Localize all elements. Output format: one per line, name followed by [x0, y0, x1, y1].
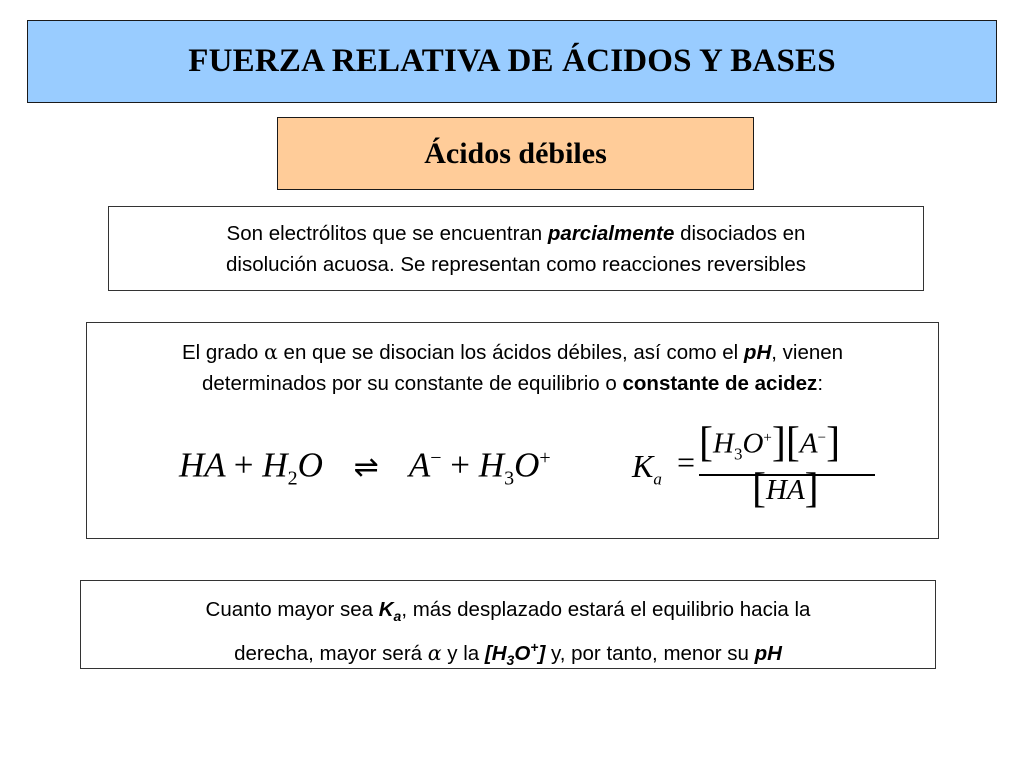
conclusion-box — [80, 580, 936, 669]
ka-numerator: $[H_3O^+][A^-]$ — [699, 419, 841, 466]
alpha-symbol-2: α — [427, 640, 442, 665]
ph-term-2: pH — [754, 641, 782, 665]
alpha-symbol: α — [264, 340, 278, 364]
subtitle-banner — [277, 117, 754, 190]
grade-line-2: determinados por su constante de equilibrio o constante de acidez: — [201, 372, 824, 395]
title-banner — [27, 20, 997, 103]
ka-term: $K_a$ — [378, 598, 402, 625]
definition-line-1: Son electrólitos que se encuentran parcialmente disociados en — [226, 222, 806, 245]
grade-line-1: El grado α en que se disocian los ácidos débiles, así como el pH, vienen — [181, 340, 844, 364]
emphasis-partially: parcialmente — [547, 222, 675, 245]
ka-denominator: [HA] — [752, 466, 819, 512]
equilibrium-arrow-icon: ⇌ — [353, 449, 379, 485]
page-title: FUERZA RELATIVA DE ÁCIDOS Y BASES — [188, 43, 836, 79]
ka-symbol: $K_a$ — [632, 448, 662, 489]
section-subtitle: Ácidos débiles — [424, 136, 607, 170]
conclusion-line-2: derecha, mayor será α y la $[H_3O^+]$ y, por tanto, menor su pH — [234, 639, 782, 669]
hydronium-concentration: $[H_3O^+]$ — [484, 639, 546, 669]
acidity-constant-term: constante de acidez — [622, 372, 818, 395]
equals-sign: = — [677, 444, 696, 480]
dissociation-degree-box — [86, 322, 939, 539]
ph-term: pH — [743, 341, 772, 364]
definition-line-2: disolución acuosa. Se representan como reacciones reversibles — [225, 253, 806, 276]
definition-box — [108, 206, 924, 291]
conclusion-line-1: Cuanto mayor sea $K_a$, más desplazado estará el equilibrio hacia la — [205, 598, 811, 625]
dissociation-reaction: HA + $H_2O$ ⇌ $A^- + H_3O^+$ — [179, 445, 551, 490]
